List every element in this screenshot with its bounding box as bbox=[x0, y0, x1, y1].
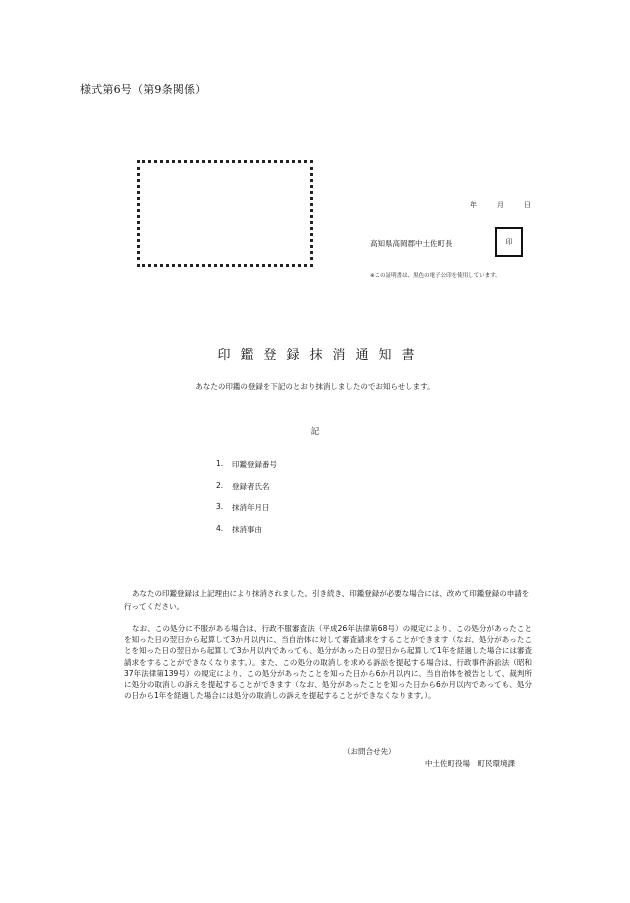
item-label: 抹消年月日 bbox=[232, 503, 270, 512]
seal-box bbox=[495, 227, 523, 257]
item-number: 3. bbox=[216, 502, 224, 511]
item-label: 登録者氏名 bbox=[232, 481, 270, 491]
date-month-label: 月 bbox=[497, 201, 504, 209]
inquiry-office: 中土佐町役場 町民環境課 bbox=[425, 759, 515, 768]
item-number: 4. bbox=[216, 523, 224, 533]
address-window-box bbox=[137, 160, 313, 267]
item-number: 2. bbox=[216, 480, 224, 490]
item-label: 印鑑登録番号 bbox=[232, 460, 277, 469]
list-item bbox=[216, 502, 277, 524]
list-item bbox=[216, 524, 277, 546]
ki-heading: 記 bbox=[310, 427, 320, 437]
intro-text: あなたの印鑑の登録を下記のとおり抹消しましたのでお知らせします。 bbox=[195, 382, 435, 391]
inquiry-label: （お問合せ先） bbox=[343, 747, 396, 756]
document-title: 印鑑登録抹消通知書 bbox=[217, 348, 425, 363]
date-year-label: 年 bbox=[470, 201, 477, 209]
appeal-notice-paragraph: なお、この処分に不服がある場合は、行政不服審査法（平成26年法律第68号）の規定により、この処分があったことを知った日の翌日から起算して3か月以内に、当自治体に対して審査請求をすることができます（なお、処分があったことを知った日の翌日から起算して3か月以内であっても、処分があった日の翌日から起算して1年を経過した場合には審査請求をすることができなくなります。）。また、この処分の取消しを求める訴訟を提起する場合は、行政事件訴訟法（昭和37年法律第139号）の規定により、この処分があったことを知った日から6か月以内に、当自治体を被告として、裁判所に処分の取消しの訴えを提起することができます（なお、処分があったことを知った日から6か月以内であっても、処分の日から1年を経過した場合には処分の取消しの訴えを提起することができなくなります。）。 bbox=[124, 624, 532, 701]
seal-note: ※この証明書は、黒色の電子公印を使用しています。 bbox=[370, 273, 501, 279]
form-number: 様式第6号（第9条関係） bbox=[80, 83, 207, 96]
item-list bbox=[216, 459, 277, 545]
issuer-name: 高知県高岡郡中土佐町長 bbox=[370, 239, 453, 248]
list-item bbox=[216, 481, 277, 503]
reregistration-paragraph: あなたの印鑑登録は上記理由により抹消されました。引き続き、印鑑登録が必要な場合には、改めて印鑑登録の申請を行ってください。 bbox=[124, 589, 530, 611]
item-label: 抹消事由 bbox=[232, 524, 262, 534]
list-item bbox=[216, 459, 277, 481]
date-day-label: 日 bbox=[524, 201, 531, 209]
seal-label: 印 bbox=[505, 238, 513, 246]
item-number: 1. bbox=[216, 459, 224, 468]
